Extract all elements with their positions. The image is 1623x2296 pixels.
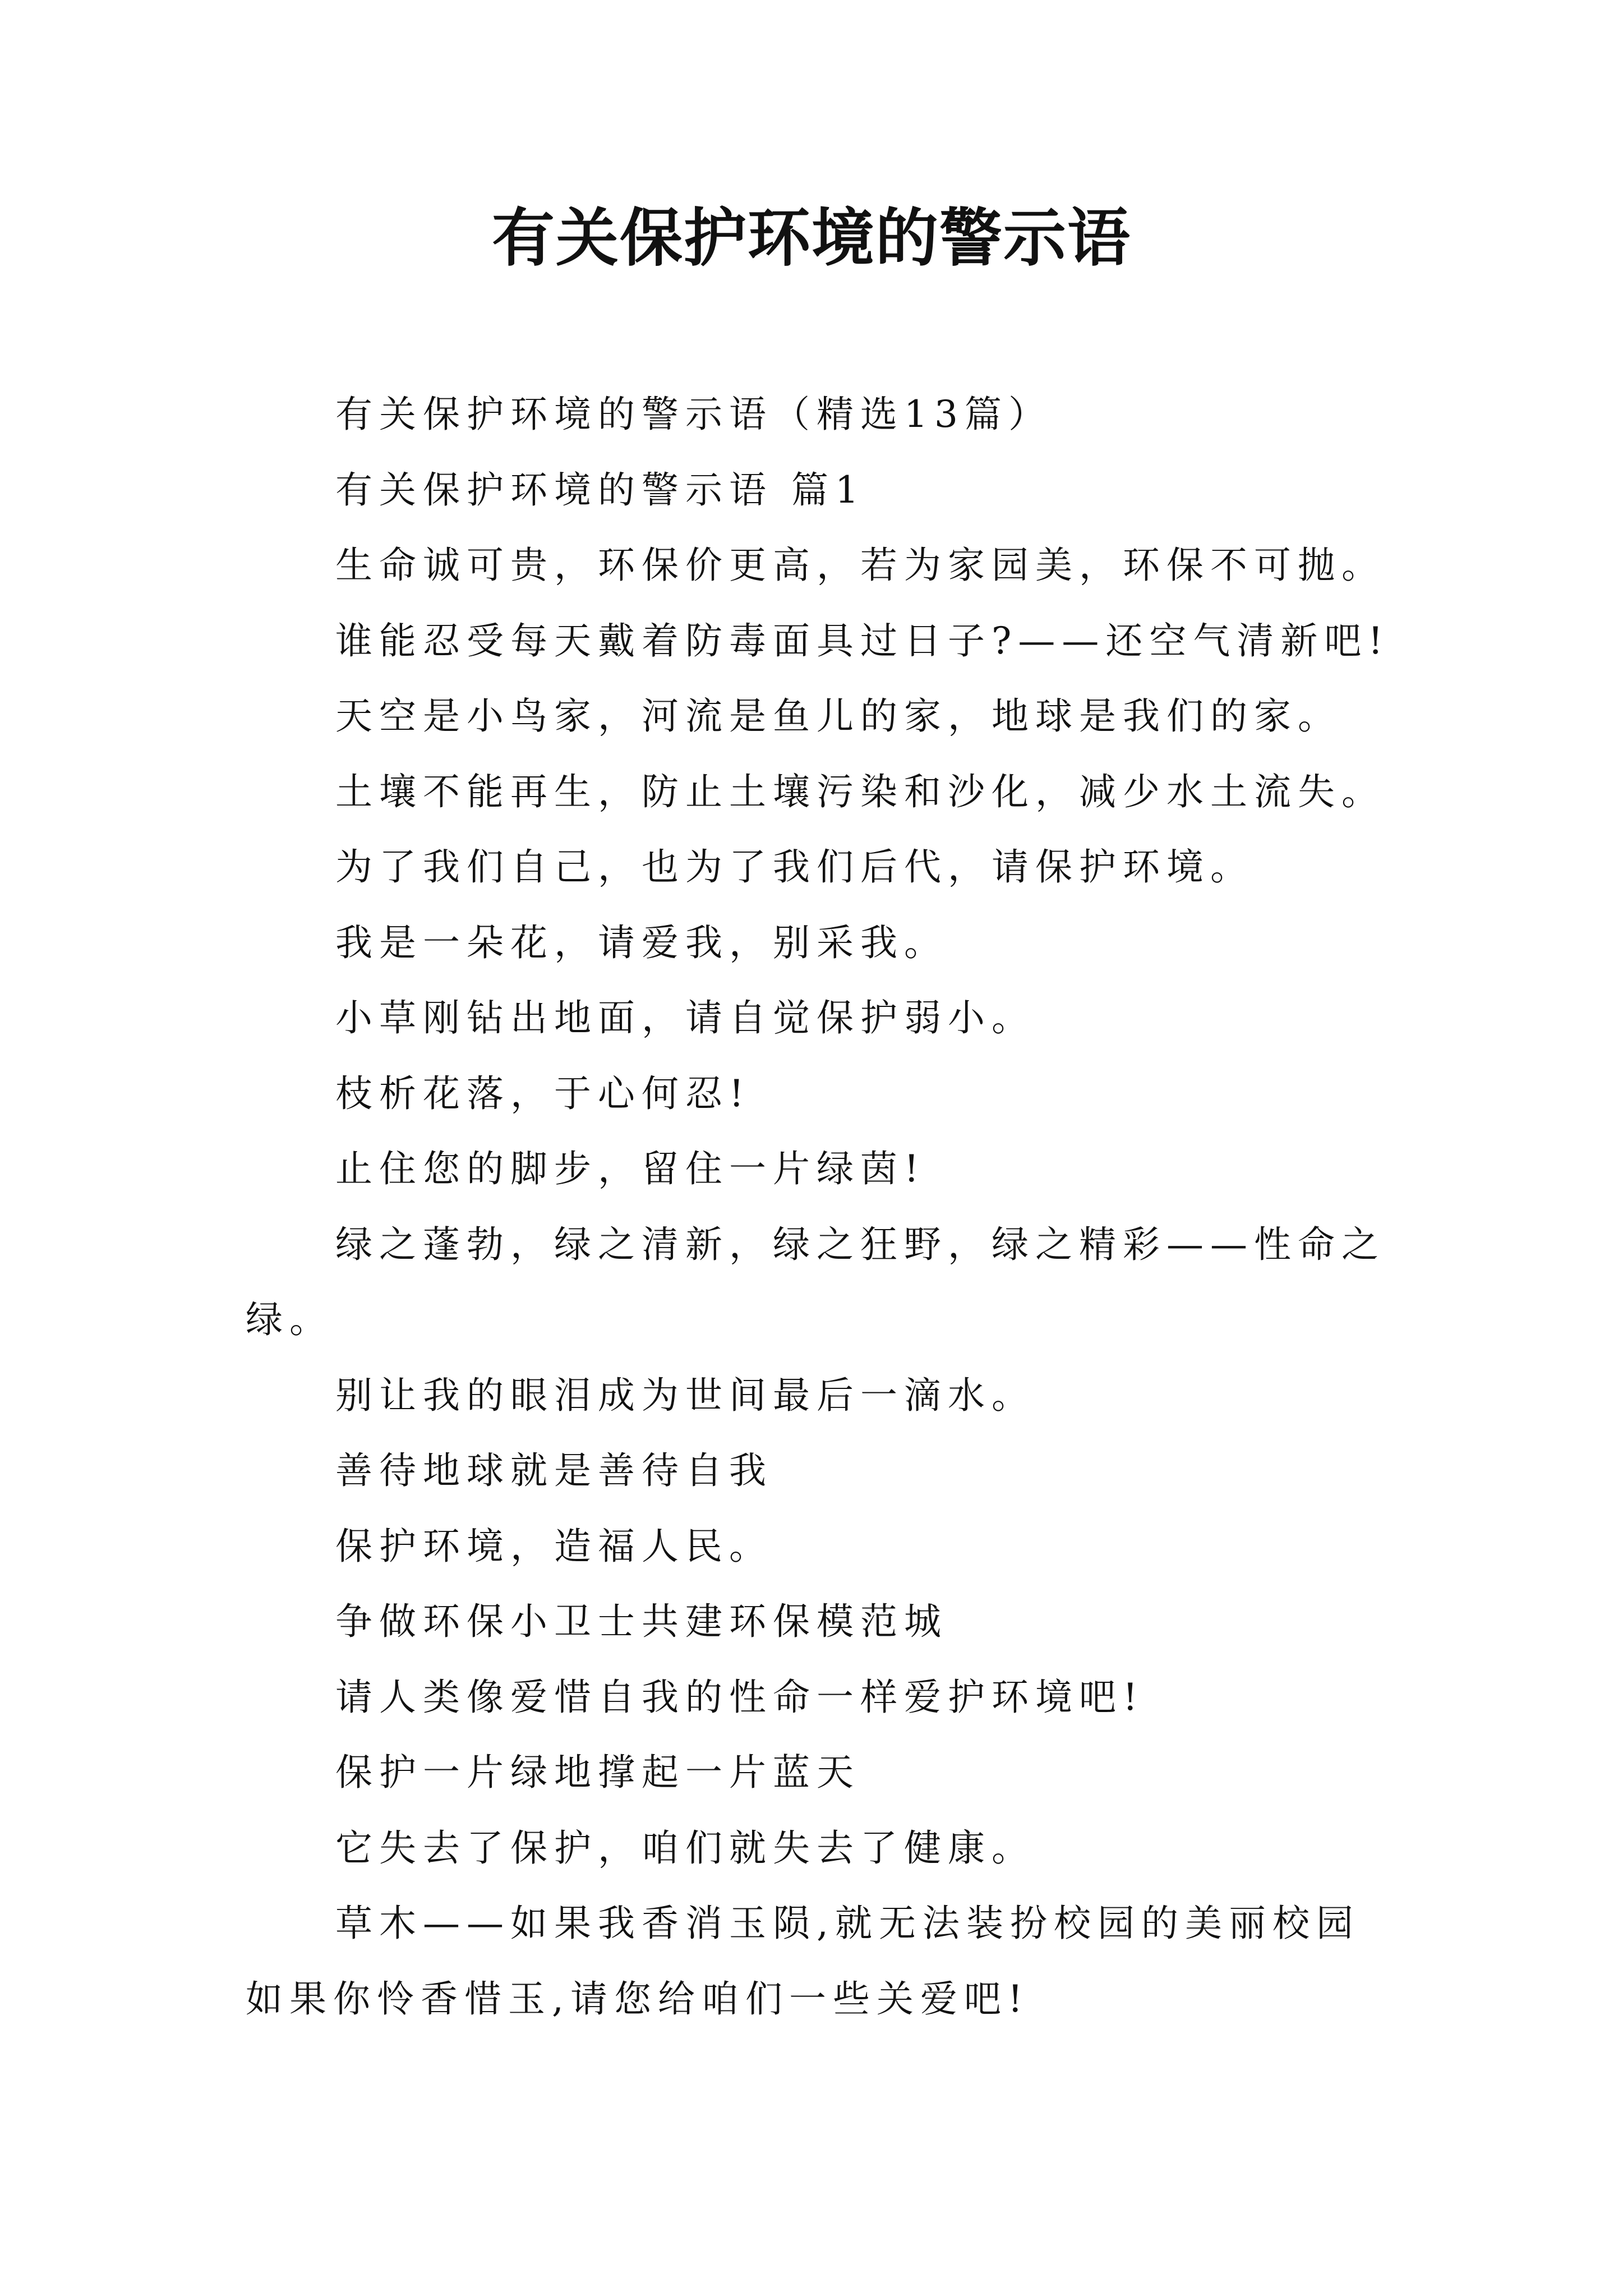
paragraph-6: 土壤不能再生，防止土壤污染和沙化，减少水土流失。 [335, 770, 1385, 813]
paragraph-2: 有关保护环境的警示语 篇1 [335, 468, 865, 512]
paragraph-13: 别让我的眼泪成为世间最后一滴水。 [335, 1373, 1035, 1417]
paragraph-5: 天空是小鸟家，河流是鱼儿的家，地球是我们的家。 [335, 694, 1341, 738]
paragraph-20: 草木——如果我香消玉陨,就无法装扮校园的美丽校园如果你怜香惜玉,请您给咱们一些关爱吧! [246, 1902, 1360, 2021]
paragraph-9: 小草刚钻出地面，请自觉保护弱小。 [335, 996, 1035, 1039]
paragraph-14: 善待地球就是善待自我 [335, 1449, 773, 1492]
document-title: 有关保护环境的警示语 [492, 201, 1131, 275]
paragraph-7: 为了我们自己，也为了我们后代，请保护环境。 [335, 845, 1254, 889]
paragraph-11: 止住您的脚步，留住一片绿茵! [335, 1147, 926, 1190]
paragraph-17: 请人类像爱惜自我的性命一样爱护环境吧! [335, 1675, 1145, 1719]
paragraph-12: 绿之蓬勃，绿之清新，绿之狂野，绿之精彩——性命之绿。 [246, 1222, 1385, 1341]
paragraph-18: 保护一片绿地撑起一片蓝天 [335, 1751, 860, 1794]
paragraph-19: 它失去了保护，咱们就失去了健康。 [335, 1826, 1035, 1870]
paragraph-4: 谁能忍受每天戴着防毒面具过日子?——还空气清新吧! [335, 619, 1390, 662]
document-body [246, 377, 1390, 2037]
paragraph-3: 生命诚可贵，环保价更高，若为家园美，环保不可抛。 [335, 544, 1385, 587]
paragraph-15: 保护环境，造福人民。 [335, 1524, 773, 1568]
paragraph-16: 争做环保小卫士共建环保模范城 [335, 1600, 948, 1643]
paragraph-10: 枝析花落，于心何忍! [335, 1071, 751, 1115]
paragraph-1: 有关保护环境的警示语（精选13篇） [335, 393, 1052, 436]
paragraph-8: 我是一朵花，请爱我，别采我。 [335, 921, 948, 964]
